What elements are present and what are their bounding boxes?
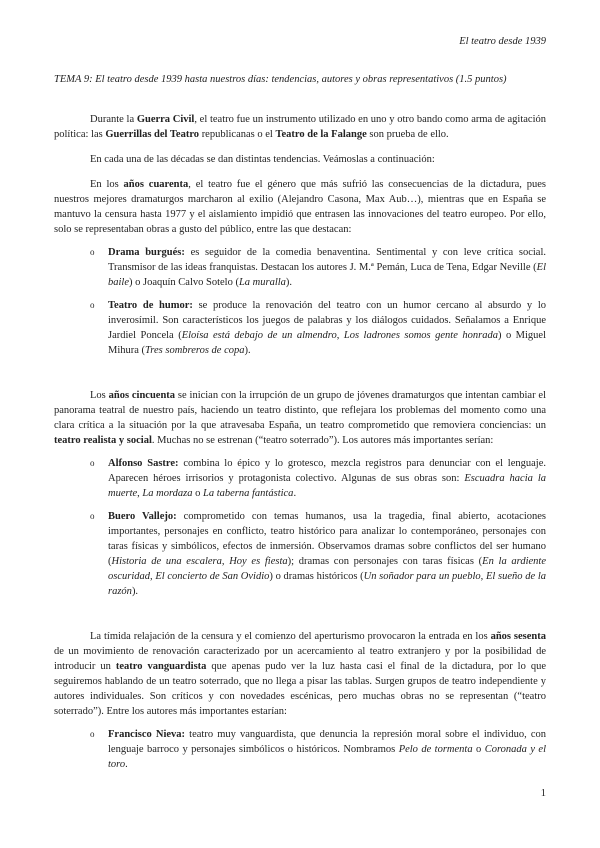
- list-forties: [54, 245, 546, 358]
- bold-run: Buero Vallejo:: [108, 511, 177, 522]
- bold-run: Guerrillas del Teatro: [105, 129, 200, 140]
- text-run: ).: [285, 277, 293, 288]
- list-sixties: [54, 727, 546, 772]
- text-run: , el teatro fue un instrumento utilizado en uno y otro bando como arma de agitación política: las: [54, 114, 546, 140]
- italic-run: Tres sombreros de copa: [145, 345, 245, 356]
- bold-run: Teatro de la Falange: [275, 129, 367, 140]
- italic-run: Escuadra hacia la muerte: [108, 473, 546, 499]
- italic-run: Historia de una escalera, Hoy es fiesta: [111, 556, 288, 567]
- text-run: .: [125, 759, 128, 770]
- italic-run: La taberna fantástica: [203, 488, 294, 499]
- text-run: combina lo épico y lo grotesco, mezcla registros para denunciar con el lenguaje. Aparecen héroes irrisorios y protagonista colectivo. Algunas de sus obras son:: [108, 458, 546, 484]
- bold-run: Francisco Nieva:: [108, 729, 186, 740]
- text-run: son prueba de ello.: [366, 129, 449, 140]
- list-fifties: [54, 456, 546, 599]
- bullet-icon: o: [90, 458, 95, 468]
- text-run: La tímida relajación de la censura y el comienzo del aperturismo provocaron la entrada en los: [90, 631, 491, 642]
- text-run: ); dramas con personajes con taras físicas (: [287, 556, 483, 567]
- italic-run: El baile: [108, 262, 546, 288]
- topic-title: TEMA 9: El teatro desde 1939 hasta nuestros días: tendencias, autores y obras representativos (1.5 puntos): [54, 74, 507, 85]
- bold-run: teatro realista y social: [54, 435, 152, 446]
- bullet-icon: o: [90, 511, 95, 521]
- bold-run: años cuarenta: [123, 179, 189, 190]
- italic-run: Coronada y el toro: [108, 744, 546, 770]
- paragraph-civil-war: [54, 112, 546, 142]
- text-run: Los: [90, 390, 109, 401]
- italic-run: La mordaza: [142, 488, 193, 499]
- bold-run: Drama burgués:: [108, 247, 185, 258]
- page-number: 1: [540, 788, 546, 799]
- text-run: ).: [244, 345, 251, 356]
- italic-run: Un soñador para un pueblo, El sueño de la razón: [108, 571, 546, 597]
- list-item: [54, 509, 546, 599]
- text-run: o: [472, 744, 485, 755]
- text-run: de un movimiento de renovación caracterizado por un acercamiento al teatro extranjero y por la posibilidad de introducir un: [54, 646, 546, 672]
- text-run: es seguidor de la comedia benaventina. Sentimental y con leve crítica social. Transmisor de las ideas franquistas. Destacan los autores J. M.ª Pemán, Luca de Tena, Edgar Neville (: [108, 247, 546, 273]
- text-run: , el teatro fue el género que más sufrió las consecuencias de la dictadura, pues nuestros mejores dramaturgos marcharon al exilio (Alejandro Casona, Max Aub…), mientras que en España se mantuvo la censura hasta 1977 y el aislamiento impidió que entrasen las innovaciones del teatro europeo. Por ello, solo se representaban obras a gusto del público, entre las que destacan:: [54, 179, 546, 235]
- italic-run: Los ladrones somos gente honrada: [343, 330, 498, 341]
- paragraph-intro: En cada una de las décadas se dan distintas tendencias. Veámoslas a continuación:: [90, 154, 435, 165]
- text-run: ).: [131, 586, 139, 597]
- text-run: ,: [336, 330, 344, 341]
- paragraph-sixties: [54, 629, 546, 719]
- text-run: se produce la renovación del teatro con un humor cercano al absurdo y lo inverosímil. Son característicos los juegos de palabras y los diálogos cuidados. Señalamos a Enrique Jardiel Poncela (: [108, 300, 547, 341]
- bold-run: años sesenta: [490, 631, 546, 642]
- bold-run: teatro vanguardista: [115, 661, 207, 672]
- bold-run: Guerra Civil: [136, 114, 195, 125]
- list-item: [54, 456, 546, 501]
- text-run: . Muchas no se estrenan (“teatro soterrado”). Los autores más importantes serían:: [151, 435, 494, 446]
- text-run: .: [293, 488, 297, 499]
- text-run: ) o dramas históricos (: [269, 571, 364, 582]
- italic-run: Pelo de tormenta: [398, 744, 473, 755]
- text-run: ,: [137, 488, 143, 499]
- list-item: [54, 727, 546, 772]
- text-run: o: [192, 488, 204, 499]
- paragraph-fifties: [54, 388, 546, 448]
- text-run: republicanas o el: [199, 129, 276, 140]
- text-run: ) o Joaquín Calvo Sotelo (: [129, 277, 239, 288]
- document-body: [54, 112, 546, 780]
- bold-run: Teatro de humor:: [108, 300, 193, 311]
- bullet-icon: o: [90, 729, 95, 739]
- list-item: [54, 245, 546, 290]
- text-run: Durante la: [90, 114, 137, 125]
- list-item: [54, 298, 546, 358]
- bold-run: años cincuenta: [108, 390, 176, 401]
- text-run: En los: [90, 179, 124, 190]
- italic-run: La muralla: [238, 277, 286, 288]
- paragraph-forties: [54, 177, 546, 237]
- bold-run: Alfonso Sastre:: [108, 458, 179, 469]
- text-run: teatro muy vanguardista, que denuncia la represión moral sobre el individuo, con lenguaje barroco y personajes simbólicos o históricos. Nombramos: [108, 729, 546, 755]
- bullet-icon: o: [90, 247, 95, 257]
- text-run: que apenas pudo ver la luz hasta casi el final de la dictadura, por lo que seguiremos hablando de un teatro soterrado, que no llega a pisar las tablas. Surgen grupos de teatro independiente y autores individuales. Son críticos y con novedades escénicas, pero muchas obras no se representan (“teatro soterrado”). Entre los autores más importantes estarían:: [54, 661, 546, 717]
- bullet-icon: o: [90, 300, 95, 310]
- italic-run: En la ardiente oscuridad, El concierto de San Ovidio: [108, 556, 547, 582]
- text-run: se inician con la irrupción de un grupo de jóvenes dramaturgos que intentan cambiar el panorama teatral de nuestro país, haciendo un teatro distinto, que reflejara los problemas del momento como una clara crítica a la situación por la que atravesaba España, un teatro comprometido que removiera conciencias: un: [54, 390, 547, 431]
- italic-run: Eloísa está debajo de un almendro: [181, 330, 337, 341]
- text-run: ) o Miguel Mihura (: [108, 330, 547, 356]
- running-header: El teatro desde 1939: [459, 36, 546, 47]
- text-run: comprometido con temas humanos, usa la tragedia, final abierto, acotaciones importantes, personajes en conflicto, teatro histórico para analizar lo contemporáneo, personajes con taras físicas y simbólicos, efectos de inmersión. Observamos dramas sobre conflictos del ser humano (: [108, 511, 546, 567]
